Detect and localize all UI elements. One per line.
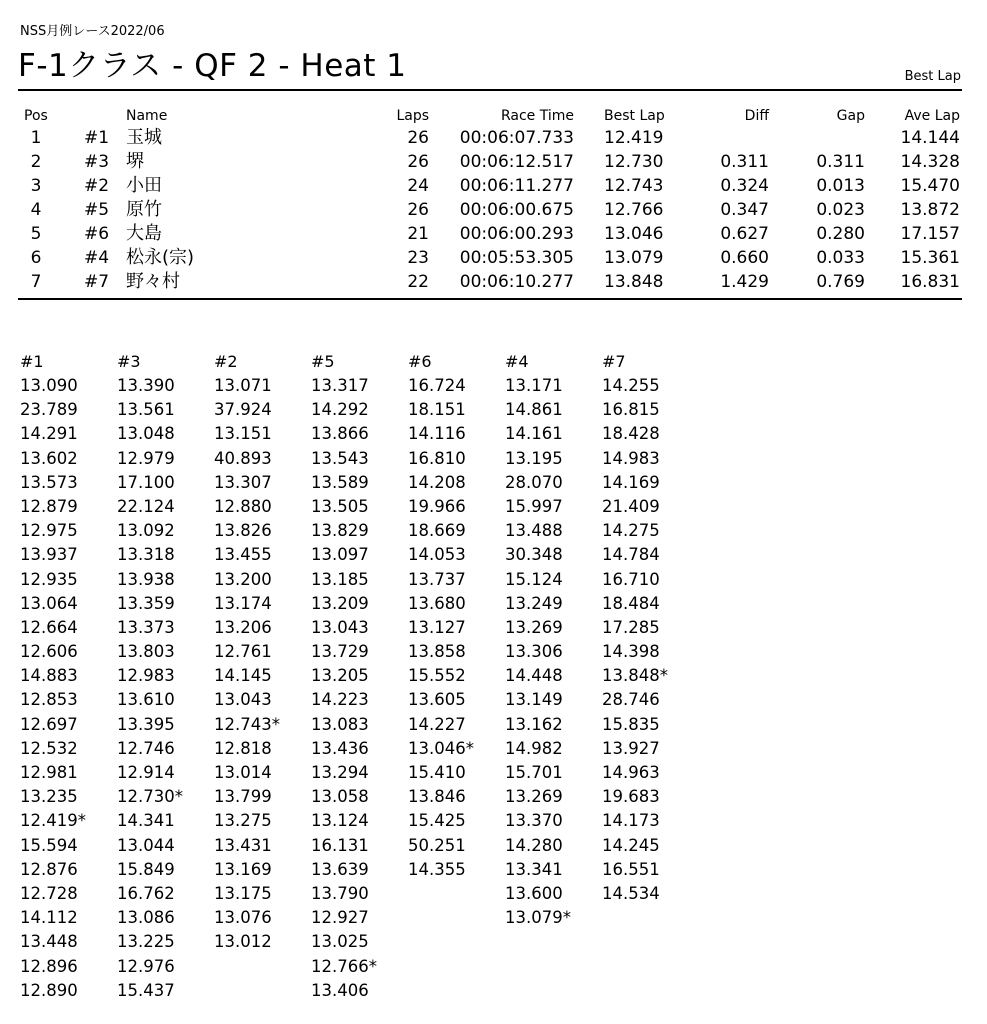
lap-time: 13.406 — [311, 980, 369, 1000]
result-car-number: #1 — [84, 128, 110, 148]
lap-time: 13.436 — [311, 738, 369, 758]
lap-time: 15.594 — [20, 835, 78, 855]
lap-column-header: #4 — [505, 352, 529, 371]
lap-time: 13.370 — [505, 811, 563, 831]
lap-time: 15.437 — [117, 980, 175, 1000]
table-row — [18, 150, 962, 174]
result-diff: 1.429 — [720, 272, 769, 292]
result-laps: 22 — [407, 272, 429, 292]
lap-time: 16.810 — [408, 448, 466, 468]
lap-time: 13.448 — [20, 932, 78, 952]
result-diff: 0.311 — [720, 152, 769, 172]
lap-time: 13.602 — [20, 448, 78, 468]
result-driver-name: 小田 — [126, 175, 162, 196]
lap-time: 12.746 — [117, 738, 175, 758]
col-header-race-time: Race Time — [500, 108, 574, 124]
result-race-time: 00:06:07.733 — [459, 128, 574, 148]
result-laps: 24 — [407, 176, 429, 196]
result-race-time: 00:06:00.293 — [459, 224, 574, 244]
lap-time: 13.174 — [214, 593, 272, 613]
result-ave-lap: 13.872 — [900, 200, 960, 220]
lap-time: 13.799 — [214, 787, 272, 807]
result-car-number: #6 — [84, 224, 110, 244]
lap-time: 13.151 — [214, 424, 272, 444]
result-gap: 0.311 — [816, 152, 865, 172]
lap-time: 13.639 — [311, 859, 369, 879]
lap-time: 13.826 — [214, 521, 272, 541]
lap-time: 14.112 — [20, 908, 78, 928]
result-ave-lap: 17.157 — [900, 224, 960, 244]
lap-time: 16.131 — [311, 835, 369, 855]
lap-time: 13.803 — [117, 642, 175, 662]
lap-time: 13.938 — [117, 569, 175, 589]
result-diff: 0.660 — [720, 248, 769, 268]
lap-column — [505, 350, 601, 930]
lap-time: 18.669 — [408, 521, 466, 541]
lap-time: 13.846 — [408, 787, 466, 807]
lap-time: 13.605 — [408, 690, 466, 710]
table-row — [18, 198, 962, 222]
lap-time: 15.849 — [117, 859, 175, 879]
lap-time: 18.151 — [408, 400, 466, 420]
lap-time: 13.858 — [408, 642, 466, 662]
lap-time: 13.171 — [505, 376, 563, 395]
lap-time: 12.927 — [311, 908, 369, 928]
result-best-lap: 12.419 — [604, 128, 664, 148]
lap-column — [117, 350, 213, 1003]
lap-time: 13.149 — [505, 690, 563, 710]
result-best-lap: 13.046 — [604, 224, 664, 244]
result-laps: 26 — [407, 200, 429, 220]
lap-time: 16.724 — [408, 376, 466, 395]
lap-time: 12.730* — [117, 787, 183, 807]
result-laps: 21 — [407, 224, 429, 244]
lap-time: 14.341 — [117, 811, 175, 831]
lap-time: 15.124 — [505, 569, 563, 589]
lap-time: 12.766* — [311, 956, 377, 976]
result-driver-name: 玉城 — [126, 127, 162, 148]
lap-time: 13.318 — [117, 545, 175, 565]
lap-time: 14.398 — [602, 642, 660, 662]
result-best-lap: 13.079 — [604, 248, 664, 268]
lap-column — [214, 350, 310, 955]
result-car-number: #4 — [84, 248, 110, 268]
result-race-time: 00:05:53.305 — [459, 248, 574, 268]
lap-time: 14.534 — [602, 883, 660, 903]
col-header-laps: Laps — [396, 108, 429, 124]
lap-time: 13.737 — [408, 569, 466, 589]
lap-time: 12.983 — [117, 666, 175, 686]
lap-column-header: #2 — [214, 352, 238, 371]
lap-time: 12.853 — [20, 690, 78, 710]
lap-time: 12.976 — [117, 956, 175, 976]
lap-time: 14.255 — [602, 376, 660, 395]
table-row — [18, 174, 962, 198]
lap-time: 13.249 — [505, 593, 563, 613]
lap-time: 12.935 — [20, 569, 78, 589]
lap-time: 28.746 — [602, 690, 660, 710]
result-best-lap: 13.848 — [604, 272, 664, 292]
lap-column — [311, 350, 407, 1003]
lap-time: 14.053 — [408, 545, 466, 565]
result-driver-name: 堺 — [126, 151, 144, 172]
result-gap: 0.013 — [816, 176, 865, 196]
lap-time: 14.169 — [602, 472, 660, 492]
lap-time: 28.070 — [505, 472, 563, 492]
lap-time: 14.280 — [505, 835, 563, 855]
lap-time: 14.292 — [311, 400, 369, 420]
lap-time: 13.306 — [505, 642, 563, 662]
lap-column-header: #1 — [20, 352, 44, 371]
lap-time: 13.012 — [214, 932, 272, 952]
results-header-row — [18, 108, 962, 126]
lap-column — [602, 350, 698, 906]
lap-time: 13.373 — [117, 617, 175, 637]
page-title: F-1クラス - QF 2 - Heat 1 — [18, 48, 407, 84]
lap-time: 13.866 — [311, 424, 369, 444]
lap-time: 14.861 — [505, 400, 563, 420]
lap-time: 13.790 — [311, 883, 369, 903]
lap-time: 14.982 — [505, 738, 563, 758]
lap-time: 13.044 — [117, 835, 175, 855]
lap-time: 14.223 — [311, 690, 369, 710]
lap-time: 13.561 — [117, 400, 175, 420]
result-pos: 4 — [30, 200, 42, 220]
lap-time: 14.963 — [602, 763, 660, 782]
lap-time: 16.710 — [602, 569, 660, 589]
lap-time: 13.175 — [214, 883, 272, 903]
lap-time: 13.543 — [311, 448, 369, 468]
lap-time: 13.083 — [311, 714, 369, 734]
lap-time: 30.348 — [505, 545, 563, 565]
col-header-diff: Diff — [744, 108, 769, 124]
lap-time: 13.169 — [214, 859, 272, 879]
result-ave-lap: 14.144 — [900, 128, 960, 148]
lap-time: 13.097 — [311, 545, 369, 565]
results-table — [18, 108, 962, 294]
lap-column-header: #3 — [117, 352, 141, 371]
lap-time: 13.395 — [117, 714, 175, 734]
lap-time: 14.784 — [602, 545, 660, 565]
lap-time: 12.419* — [20, 811, 86, 831]
lap-time: 13.488 — [505, 521, 563, 541]
lap-time: 21.409 — [602, 496, 660, 516]
lap-time: 13.729 — [311, 642, 369, 662]
result-laps: 23 — [407, 248, 429, 268]
lap-time: 13.058 — [311, 787, 369, 807]
result-diff: 0.347 — [720, 200, 769, 220]
lap-time: 13.195 — [505, 448, 563, 468]
lap-time: 13.225 — [117, 932, 175, 952]
lap-time: 13.043 — [214, 690, 272, 710]
lap-time: 13.927 — [602, 738, 660, 758]
lap-time: 14.883 — [20, 666, 78, 686]
lap-time: 12.879 — [20, 496, 78, 516]
col-header-name: Name — [126, 108, 168, 124]
result-best-lap: 12.743 — [604, 176, 664, 196]
lap-time: 13.071 — [214, 376, 272, 395]
result-pos: 6 — [30, 248, 42, 268]
lap-time: 13.235 — [20, 787, 78, 807]
result-best-lap: 12.766 — [604, 200, 664, 220]
lap-column-header: #5 — [311, 352, 335, 371]
lap-time: 12.697 — [20, 714, 78, 734]
lap-time: 13.124 — [311, 811, 369, 831]
lap-time: 37.924 — [214, 400, 272, 420]
lap-time: 12.880 — [214, 496, 272, 516]
col-header-ave-lap: Ave Lap — [904, 108, 960, 124]
col-header-gap: Gap — [836, 108, 865, 124]
lap-time: 50.251 — [408, 835, 466, 855]
lap-time: 12.606 — [20, 642, 78, 662]
table-row — [18, 222, 962, 246]
result-gap: 0.033 — [816, 248, 865, 268]
lap-time: 13.269 — [505, 787, 563, 807]
lap-time: 13.064 — [20, 593, 78, 613]
lap-time: 13.937 — [20, 545, 78, 565]
lap-time: 13.048 — [117, 424, 175, 444]
lap-time: 13.431 — [214, 835, 272, 855]
result-ave-lap: 15.470 — [900, 176, 960, 196]
lap-time: 14.173 — [602, 811, 660, 831]
lap-time: 13.610 — [117, 690, 175, 710]
result-driver-name: 松永(宗) — [126, 247, 195, 268]
result-race-time: 00:06:12.517 — [459, 152, 574, 172]
lap-time: 12.876 — [20, 859, 78, 879]
lap-time: 15.835 — [602, 714, 660, 734]
report-subtitle: NSS月例レース2022/06 — [20, 24, 165, 39]
lap-time: 12.743* — [214, 714, 280, 734]
lap-time: 14.161 — [505, 424, 563, 444]
lap-time: 13.848* — [602, 666, 668, 686]
result-race-time: 00:06:10.277 — [459, 272, 574, 292]
result-laps: 26 — [407, 128, 429, 148]
result-race-time: 00:06:00.675 — [459, 200, 574, 220]
lap-time: 14.145 — [214, 666, 272, 686]
lap-time: 12.664 — [20, 617, 78, 637]
lap-time: 13.589 — [311, 472, 369, 492]
result-best-lap: 12.730 — [604, 152, 664, 172]
results-body — [18, 126, 962, 294]
result-car-number: #3 — [84, 152, 110, 172]
result-gap: 0.280 — [816, 224, 865, 244]
lap-time: 15.552 — [408, 666, 466, 686]
lap-time: 13.200 — [214, 569, 272, 589]
lap-time: 12.896 — [20, 956, 78, 976]
lap-time: 14.116 — [408, 424, 466, 444]
lap-time: 13.090 — [20, 376, 78, 395]
lap-time: 12.532 — [20, 738, 78, 758]
lap-time: 13.079* — [505, 908, 571, 928]
result-driver-name: 原竹 — [126, 199, 162, 220]
lap-time: 13.127 — [408, 617, 466, 637]
result-car-number: #2 — [84, 176, 110, 196]
best-lap-label: Best Lap — [904, 69, 961, 84]
lap-time: 13.294 — [311, 763, 369, 782]
result-pos: 7 — [30, 272, 42, 292]
lap-time: 17.285 — [602, 617, 660, 637]
lap-time: 13.025 — [311, 932, 369, 952]
result-laps: 26 — [407, 152, 429, 172]
lap-column — [20, 350, 116, 1003]
lap-time: 17.100 — [117, 472, 175, 492]
lap-time: 14.983 — [602, 448, 660, 468]
lap-time: 18.484 — [602, 593, 660, 613]
result-diff: 0.627 — [720, 224, 769, 244]
lap-time: 13.390 — [117, 376, 175, 395]
lap-time: 13.206 — [214, 617, 272, 637]
lap-time: 15.997 — [505, 496, 563, 516]
result-race-time: 00:06:11.277 — [459, 176, 574, 196]
lap-column-header: #6 — [408, 352, 432, 371]
lap-time: 13.092 — [117, 521, 175, 541]
lap-time: 13.209 — [311, 593, 369, 613]
lap-time: 13.275 — [214, 811, 272, 831]
lap-time: 14.355 — [408, 859, 466, 879]
lap-time: 40.893 — [214, 448, 272, 468]
lap-time: 16.762 — [117, 883, 175, 903]
result-pos: 3 — [30, 176, 42, 196]
result-car-number: #5 — [84, 200, 110, 220]
result-driver-name: 大島 — [126, 223, 162, 244]
lap-time: 16.551 — [602, 859, 660, 879]
lap-time: 12.975 — [20, 521, 78, 541]
lap-time: 19.683 — [602, 787, 660, 807]
divider-bottom — [18, 298, 962, 300]
lap-time: 12.890 — [20, 980, 78, 1000]
result-ave-lap: 15.361 — [900, 248, 960, 268]
lap-time: 16.815 — [602, 400, 660, 420]
lap-time: 15.410 — [408, 763, 466, 782]
lap-time: 15.701 — [505, 763, 563, 782]
lap-time: 23.789 — [20, 400, 78, 420]
lap-time: 13.043 — [311, 617, 369, 637]
lap-time: 13.573 — [20, 472, 78, 492]
lap-time: 13.341 — [505, 859, 563, 879]
lap-time: 13.600 — [505, 883, 563, 903]
lap-time: 13.046* — [408, 738, 474, 758]
lap-time: 13.162 — [505, 714, 563, 734]
table-row — [18, 246, 962, 270]
lap-time: 13.829 — [311, 521, 369, 541]
lap-time: 14.275 — [602, 521, 660, 541]
result-ave-lap: 16.831 — [900, 272, 960, 292]
lap-time: 19.966 — [408, 496, 466, 516]
result-pos: 1 — [30, 128, 42, 148]
lap-time: 13.359 — [117, 593, 175, 613]
lap-time: 13.680 — [408, 593, 466, 613]
lap-time: 12.981 — [20, 763, 78, 782]
lap-time: 15.425 — [408, 811, 466, 831]
lap-time: 13.014 — [214, 763, 272, 782]
result-gap: 0.769 — [816, 272, 865, 292]
table-row — [18, 270, 962, 294]
lap-time: 14.245 — [602, 835, 660, 855]
result-driver-name: 野々村 — [126, 271, 180, 292]
lap-time: 18.428 — [602, 424, 660, 444]
result-pos: 2 — [30, 152, 42, 172]
lap-time: 12.728 — [20, 883, 78, 903]
lap-time: 12.761 — [214, 642, 272, 662]
result-diff: 0.324 — [720, 176, 769, 196]
col-header-pos: Pos — [24, 108, 48, 124]
divider-top — [18, 89, 962, 91]
lap-time: 14.448 — [505, 666, 563, 686]
lap-time: 12.979 — [117, 448, 175, 468]
lap-time: 14.291 — [20, 424, 78, 444]
result-pos: 5 — [30, 224, 42, 244]
lap-time: 13.307 — [214, 472, 272, 492]
result-ave-lap: 14.328 — [900, 152, 960, 172]
table-row — [18, 126, 962, 150]
lap-time: 13.076 — [214, 908, 272, 928]
lap-time: 13.317 — [311, 376, 369, 395]
lap-time: 12.818 — [214, 738, 272, 758]
lap-time: 13.205 — [311, 666, 369, 686]
lap-time: 13.086 — [117, 908, 175, 928]
lap-time: 13.505 — [311, 496, 369, 516]
lap-time: 13.269 — [505, 617, 563, 637]
result-car-number: #7 — [84, 272, 110, 292]
lap-column-header: #7 — [602, 352, 626, 371]
lap-time: 22.124 — [117, 496, 175, 516]
result-gap: 0.023 — [816, 200, 865, 220]
col-header-best-lap: Best Lap — [604, 108, 665, 124]
lap-column — [408, 350, 504, 882]
lap-time: 13.455 — [214, 545, 272, 565]
lap-time: 13.185 — [311, 569, 369, 589]
lap-time: 14.208 — [408, 472, 466, 492]
lap-time: 14.227 — [408, 714, 466, 734]
lap-time: 12.914 — [117, 763, 175, 782]
